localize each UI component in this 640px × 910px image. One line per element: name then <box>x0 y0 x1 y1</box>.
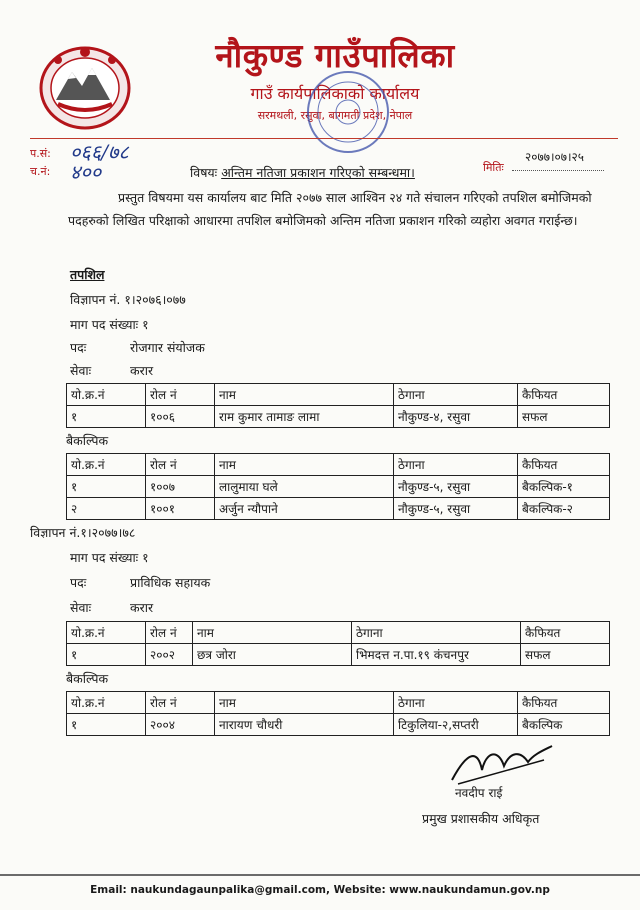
cell-remarks: बैकल्पिक-१ <box>518 476 610 498</box>
body-paragraph <box>68 186 596 232</box>
notice1-alternate-table <box>66 453 610 520</box>
subject-text: अन्तिम नतिजा प्रकाशन गरिएको सम्बन्धमा। <box>221 165 415 180</box>
col-address: ठेगाना <box>352 622 521 644</box>
cell-serial: १ <box>67 714 146 736</box>
notice1-result-table <box>66 383 610 428</box>
notice2-alt-label: बैकल्पिक <box>66 671 109 686</box>
cell-address: नौकुण्ड-४, रसुवा <box>394 406 518 428</box>
cell-roll: २००४ <box>146 714 215 736</box>
office-subtitle: गाउँ कार्यपालिकाको कार्यालय <box>250 84 420 103</box>
cell-address: टिकुलिया-२,सप्तरी <box>394 714 518 736</box>
notice1-vigyapan: विज्ञापन नं. १।२०७६।०७७ <box>70 292 186 307</box>
tapashil-heading: तपशिल <box>70 267 105 282</box>
cell-name: लालुमाया घले <box>215 476 394 498</box>
cell-roll: १००१ <box>146 498 215 520</box>
notice2-service-label: सेवाः <box>70 600 92 615</box>
cell-roll: १००७ <box>146 476 215 498</box>
cell-address: नौकुण्ड-५, रसुवा <box>394 498 518 520</box>
notice2-post-value: प्राविधिक सहायक <box>130 575 211 590</box>
handwritten-signature <box>448 740 558 790</box>
table-header-row <box>67 622 610 644</box>
signatory-name: नवदीप राई <box>455 786 503 800</box>
cell-roll: २००२ <box>146 644 193 666</box>
cell-name: नारायण चौधरी <box>215 714 394 736</box>
signatory-title: प्रमुख प्रशासकीय अधिकृत <box>422 811 540 826</box>
cell-address: भिमदत्त न.पा.१९ कंचनपुर <box>352 644 521 666</box>
table-row <box>67 406 610 428</box>
date-dotted-line <box>512 170 604 171</box>
office-title: नौकुण्ड गाउँपालिका <box>215 36 455 75</box>
table-row <box>67 476 610 498</box>
col-roll: रोल नं <box>146 384 215 406</box>
col-name: नाम <box>215 692 394 714</box>
col-address: ठेगाना <box>394 384 518 406</box>
notice1-service-label: सेवाः <box>70 363 92 378</box>
patra-number: ०६६/७८ <box>70 140 129 164</box>
cell-serial: १ <box>67 476 146 498</box>
table-row <box>67 498 610 520</box>
col-remarks: कैफियत <box>518 692 610 714</box>
notice2-service-value: करार <box>130 600 154 615</box>
office-address: सरमथली, रसुवा, बागमती प्रदेश, नेपाल <box>257 109 413 122</box>
table-header-row <box>67 692 610 714</box>
notice2-demand: माग पद संख्याः १ <box>70 550 149 565</box>
notice1-service-value: करार <box>130 363 154 378</box>
col-name: नाम <box>193 622 352 644</box>
notice1-post-label: पदः <box>70 340 87 355</box>
notice2-alternate-table <box>66 691 610 736</box>
office-stamp-icon <box>302 66 394 158</box>
col-serial: यो.क्र.नं <box>67 384 146 406</box>
cell-name: छत्र जोरा <box>193 644 352 666</box>
col-serial: यो.क्र.नं <box>67 454 146 476</box>
cell-serial: २ <box>67 498 146 520</box>
col-address: ठेगाना <box>394 454 518 476</box>
date-value: २०७७।०७।२५ <box>525 150 585 164</box>
footer-divider <box>0 874 640 876</box>
patra-label: प.सं: <box>30 147 51 160</box>
cell-serial: १ <box>67 406 146 428</box>
notice1-post-value: रोजगार संयोजक <box>130 340 205 355</box>
date-label: मितिः <box>483 161 504 174</box>
table-header-row <box>67 384 610 406</box>
cell-serial: १ <box>67 644 146 666</box>
cell-name: राम कुमार तामाङ लामा <box>215 406 394 428</box>
col-name: नाम <box>215 384 394 406</box>
table-row <box>67 714 610 736</box>
subject-line <box>190 164 415 181</box>
col-roll: रोल नं <box>146 692 215 714</box>
table-header-row <box>67 454 610 476</box>
notice1-demand: माग पद संख्याः १ <box>70 317 149 332</box>
table-row <box>67 644 610 666</box>
cell-remarks: सफल <box>521 644 610 666</box>
notice1-alt-label: बैकल्पिक <box>66 433 109 448</box>
subject-label: विषयः <box>190 165 218 180</box>
col-remarks: कैफियत <box>518 384 610 406</box>
col-roll: रोल नं <box>146 622 193 644</box>
col-remarks: कैफियत <box>518 454 610 476</box>
col-remarks: कैफियत <box>521 622 610 644</box>
nepal-government-emblem-icon <box>38 42 132 130</box>
col-address: ठेगाना <box>394 692 518 714</box>
col-name: नाम <box>215 454 394 476</box>
cell-address: नौकुण्ड-५, रसुवा <box>394 476 518 498</box>
notice2-result-table <box>66 621 610 666</box>
cell-remarks: बैकल्पिक <box>518 714 610 736</box>
col-serial: यो.क्र.नं <box>67 622 146 644</box>
cell-roll: १००६ <box>146 406 215 428</box>
chalani-label: च.नं: <box>30 165 51 178</box>
cell-name: अर्जुन न्यौपाने <box>215 498 394 520</box>
body-paragraph-text: प्रस्तुत विषयमा यस कार्यालय बाट मिति २०७७ साल आश्विन २४ गते संचालन गरिएको तपशिल बमोजिमको पदहरुको लिखित परिक्षाको आधारमा तपशिल बमोजिमको अन्तिम नतिजा प्रकाशन गरिको व्यहोरा अवगत गराईन्छ। <box>68 190 592 228</box>
notice2-vigyapan: विज्ञापन नं.१।२०७७।७८ <box>30 525 136 540</box>
cell-remarks: बैकल्पिक-२ <box>518 498 610 520</box>
notice2-post-label: पदः <box>70 575 87 590</box>
col-serial: यो.क्र.नं <box>67 692 146 714</box>
col-roll: रोल नं <box>146 454 215 476</box>
footer-contact: Email: naukundagaunpalika@gmail.com, Website: www.naukundamun.gov.np <box>90 884 550 896</box>
chalani-number: ४०० <box>70 160 102 184</box>
cell-remarks: सफल <box>518 406 610 428</box>
